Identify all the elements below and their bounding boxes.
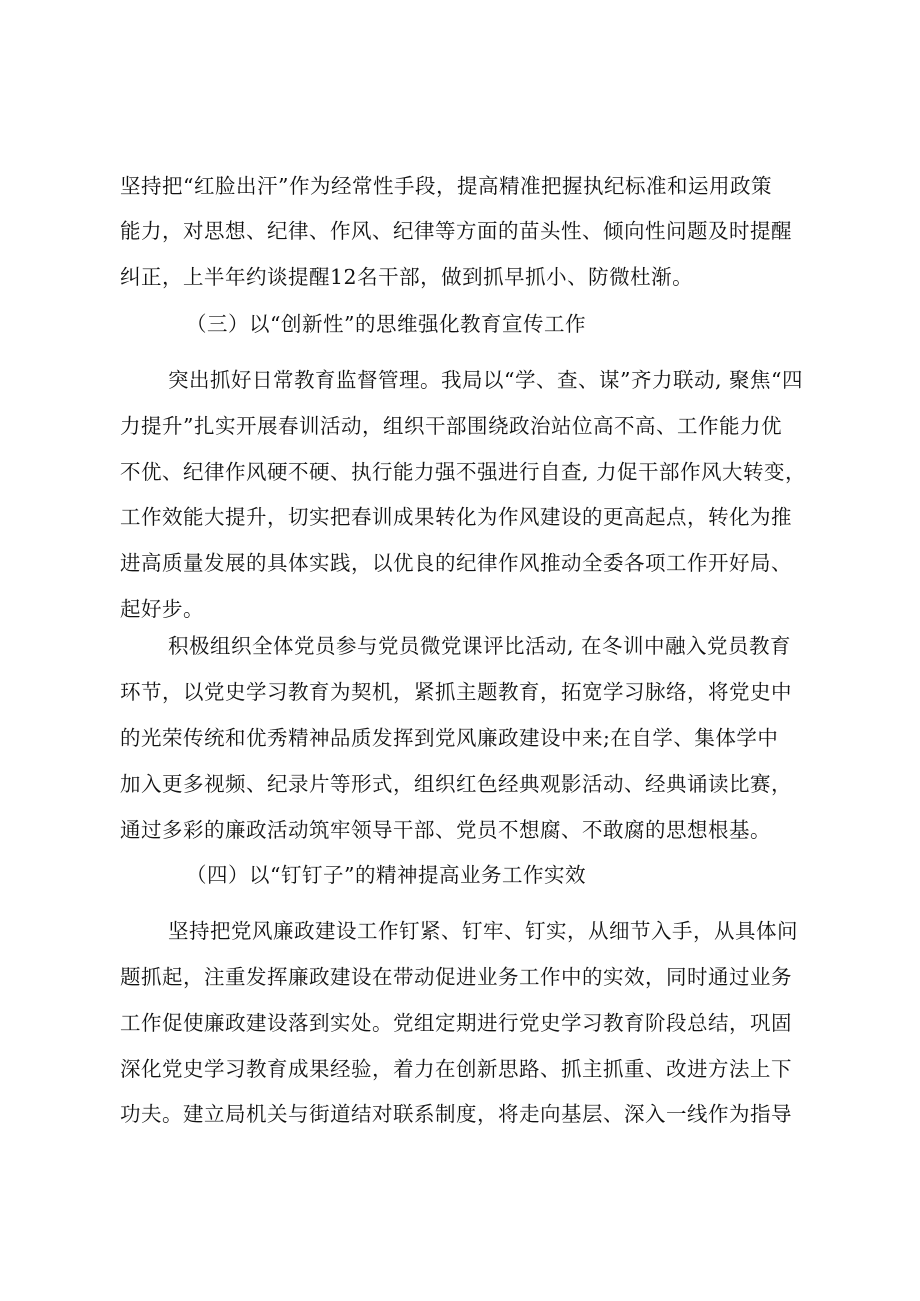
paragraph-line: 工作效能大提升，切实把春训成果转化为作风建设的更高起点，转化为推 <box>120 505 792 529</box>
paragraph-line: 坚持把党风廉政建设工作钉紧、钉牢、钉实，从细节入手，从具体问 <box>168 919 798 943</box>
paragraph-line: 纠正，上半年约谈提醒12名干部，做到抓早抓小、防微杜渐。 <box>120 265 694 289</box>
paragraph-line: 题抓起，注重发挥廉政建设在带动促进业务工作中的实效，同时通过业务 <box>120 965 792 989</box>
paragraph-line: 进高质量发展的具体实践，以优良的纪律作风推动全委各项工作开好局、 <box>120 551 792 575</box>
paragraph-line: 突出抓好日常教育监督管理。我局以“学、查、谋”齐力联动, 聚焦“四 <box>168 368 803 392</box>
paragraph-line: 功夫。建立局机关与街道结对联系制度，将走向基层、深入一线作为指导 <box>120 1102 792 1126</box>
paragraph-line: 通过多彩的廉政活动筑牢领导干部、党员不想腐、不敢腐的思想根基。 <box>120 818 771 842</box>
paragraph-line: 不优、纪律作风硬不硬、执行能力强不强进行自查, 力促干部作风大转变， <box>120 460 807 484</box>
paragraph-line: 的光荣传统和优秀精神品质发挥到党风廉政建设中来;在自学、集体学中 <box>120 726 779 750</box>
paragraph-line: 积极组织全体党员参与党员微党课评比活动, 在冬训中融入党员教育 <box>168 634 792 658</box>
section-heading-three: （三）以“创新性”的思维强化教育宣传工作 <box>186 312 586 336</box>
paragraph-line: 能力，对思想、纪律、作风、纪律等方面的苗头性、倾向性问题及时提醒 <box>120 219 792 243</box>
paragraph-line: 工作促使廉政建设落到实处。党组定期进行党史学习教育阶段总结，巩固 <box>120 1011 792 1035</box>
paragraph-line: 坚持把“红脸出汗”作为经常性手段，提高精准把握执纪标准和运用政策 <box>120 174 772 198</box>
section-heading-four: （四）以“钉钉子”的精神提高业务工作实效 <box>186 863 586 887</box>
paragraph-line: 起好步。 <box>120 597 204 621</box>
paragraph-line: 加入更多视频、纪录片等形式，组织红色经典观影活动、经典诵读比赛， <box>120 772 792 796</box>
paragraph-line: 环节，以党史学习教育为契机，紧抓主题教育，拓宽学习脉络，将党史中 <box>120 680 792 704</box>
paragraph-line: 力提升”扎实开展春训活动，组织干部围绕政治站位高不高、工作能力优 <box>120 414 782 438</box>
paragraph-line: 深化党史学习教育成果经验，着力在创新思路、抓主抓重、改进方法上下 <box>120 1057 792 1081</box>
